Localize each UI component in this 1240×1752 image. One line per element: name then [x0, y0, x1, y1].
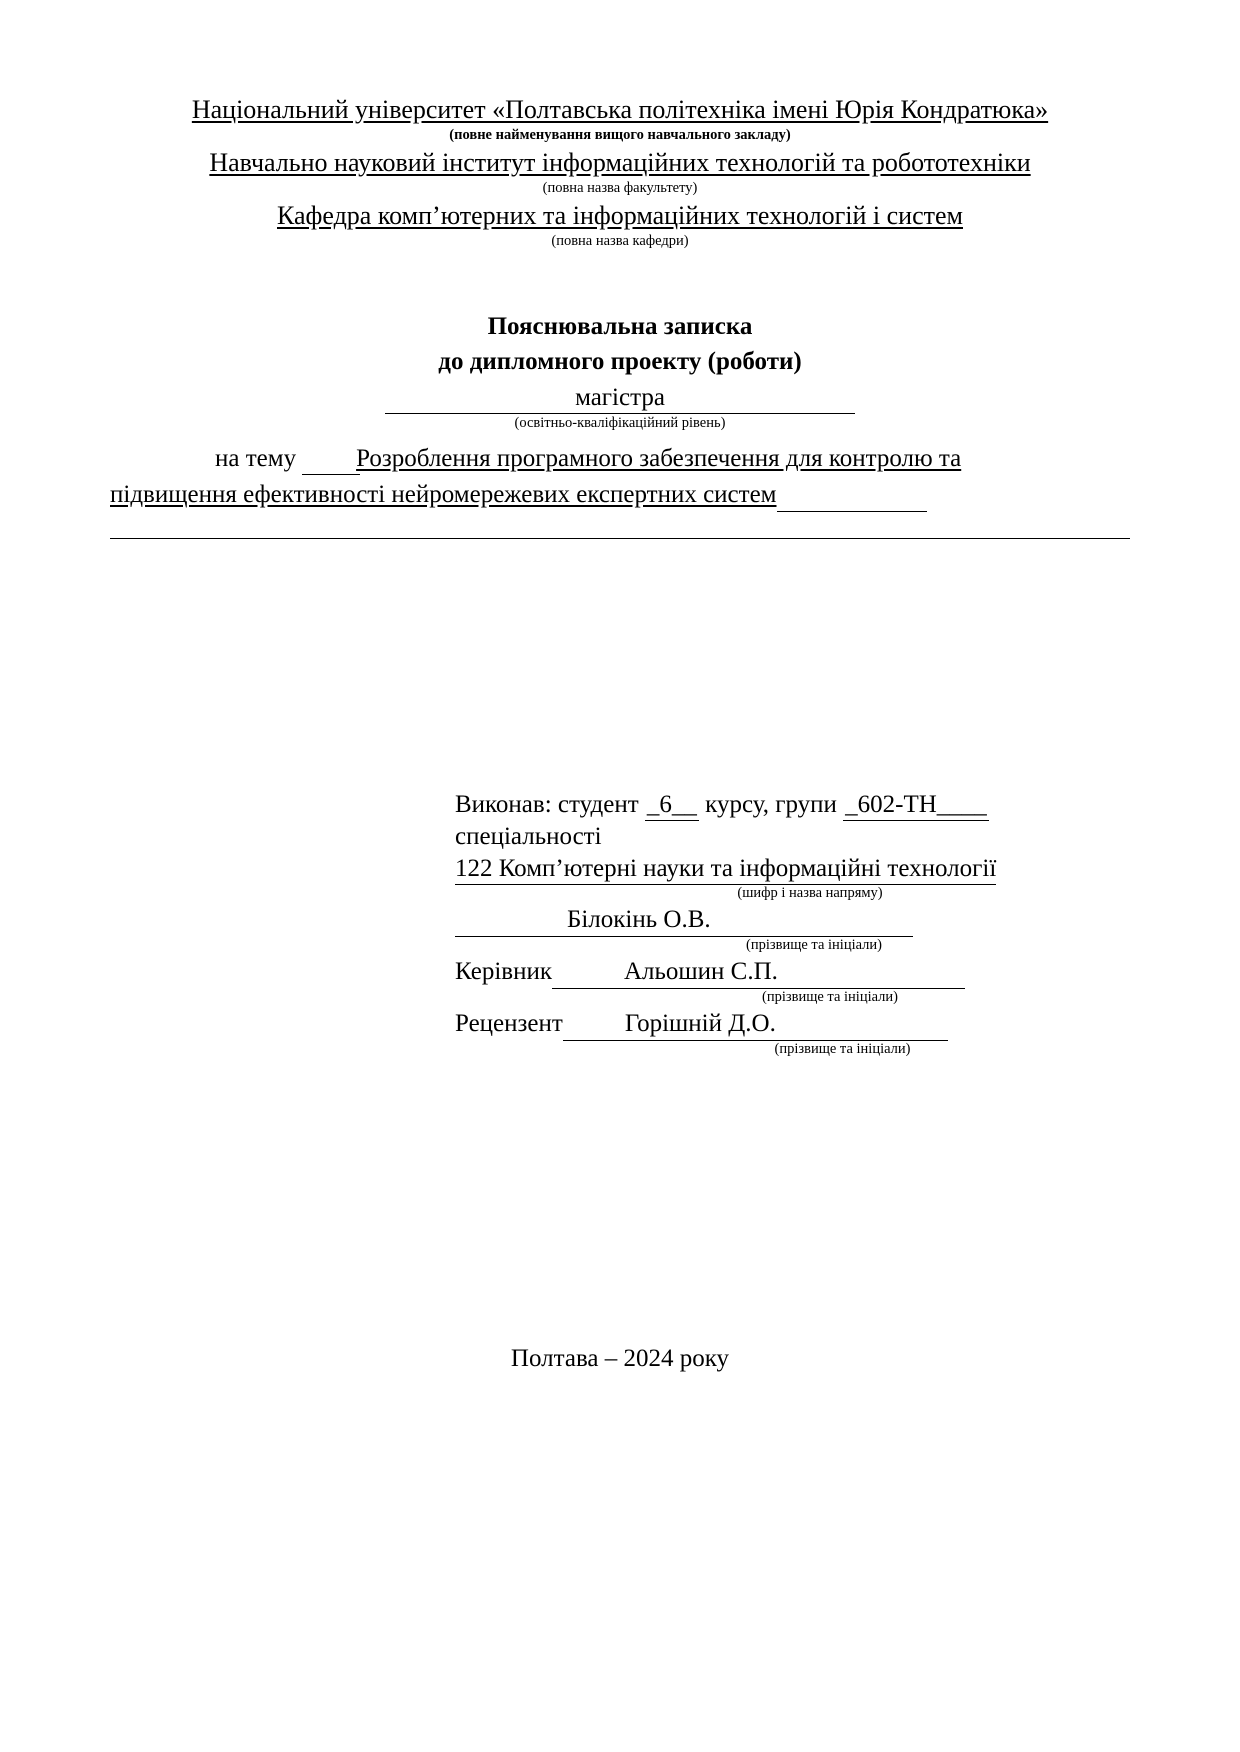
- topic-label: на тему: [215, 444, 297, 472]
- topic-line-2: [110, 479, 1130, 512]
- student-prefix: Виконав: студент: [455, 790, 639, 818]
- institute-name: Навчально науковий інститут інформаційних технологій та робототехніки: [209, 148, 1031, 178]
- specialty-caption: (шифр і назва напряму): [737, 885, 883, 902]
- institute-caption: (повна назва факультету): [542, 179, 698, 196]
- supervisor-trailing-rule: [780, 960, 965, 989]
- specialty-value: 122 Комп’ютерні науки та інформаційні технології: [455, 853, 996, 886]
- university-name: Національний університет «Полтавська політехніка імені Юрія Кондратюка»: [191, 95, 1049, 124]
- supervisor-caption: (прізвище та ініціали): [762, 988, 898, 1005]
- reviewer-name: Горішній Д.О.: [623, 1008, 778, 1041]
- reviewer-caption: (прізвище та ініціали): [774, 1040, 911, 1057]
- student-course: _6__: [645, 789, 699, 822]
- reviewer-line: [455, 1008, 1055, 1041]
- student-name-leading-rule: [455, 908, 565, 937]
- topic-line-1: [110, 443, 1130, 476]
- institute-name-line: [110, 148, 1130, 179]
- topic-leading-rule: [302, 474, 360, 475]
- student-course-label: курсу, групи: [705, 790, 837, 818]
- spacer-middle: [110, 539, 1130, 789]
- supervisor-line: [455, 956, 1055, 989]
- signature-block: [455, 789, 1055, 1059]
- student-name-line: [455, 904, 1055, 937]
- degree-caption: (освітньо-кваліфікаційний рівень): [514, 415, 726, 432]
- document-title-line-2: до дипломного проекту (роботи): [438, 347, 802, 375]
- specialty-label: спеціальності: [455, 823, 602, 851]
- spacer-footer: [110, 1060, 1130, 1345]
- department-name: Кафедра комп’ютерних та інформаційних технологій і систем: [277, 201, 963, 231]
- student-name-caption: (прізвище та ініціали): [746, 936, 882, 953]
- topic-text-part-2: підвищення ефективності нейромережевих експертних систем: [110, 481, 777, 509]
- university-name-line: [110, 95, 1130, 126]
- topic-trailing-rule: [777, 511, 927, 512]
- university-caption: (повне найменування вищого навчального закладу): [449, 126, 791, 143]
- topic-text-part-1: Розроблення програмного забезпечення для контролю та: [356, 444, 962, 472]
- student-name: Білокінь О.В.: [565, 904, 713, 937]
- department-name-line: [110, 201, 1130, 232]
- student-name-trailing-rule: [713, 908, 913, 937]
- reviewer-trailing-rule: [778, 1012, 948, 1041]
- specialty-line: [455, 853, 1055, 886]
- student-group: _602-ТН____: [843, 789, 989, 822]
- supervisor-name: Альошин С.П.: [622, 956, 780, 989]
- supervisor-leading-rule: [552, 960, 622, 989]
- reviewer-label: Рецензент: [455, 1010, 563, 1038]
- document-title-line-1: Пояснювальна записка: [487, 313, 753, 341]
- department-caption: (повна назва кафедри): [551, 232, 689, 249]
- footer-place-year: Полтава – 2024 року: [510, 1345, 730, 1373]
- topic-block: [110, 443, 1130, 539]
- degree-row: [110, 384, 1130, 414]
- supervisor-label: Керівник: [455, 958, 552, 986]
- student-line: [455, 789, 1055, 822]
- reviewer-leading-rule: [563, 1012, 623, 1041]
- degree-value: магістра: [385, 384, 855, 414]
- spacer-header: [110, 254, 1130, 310]
